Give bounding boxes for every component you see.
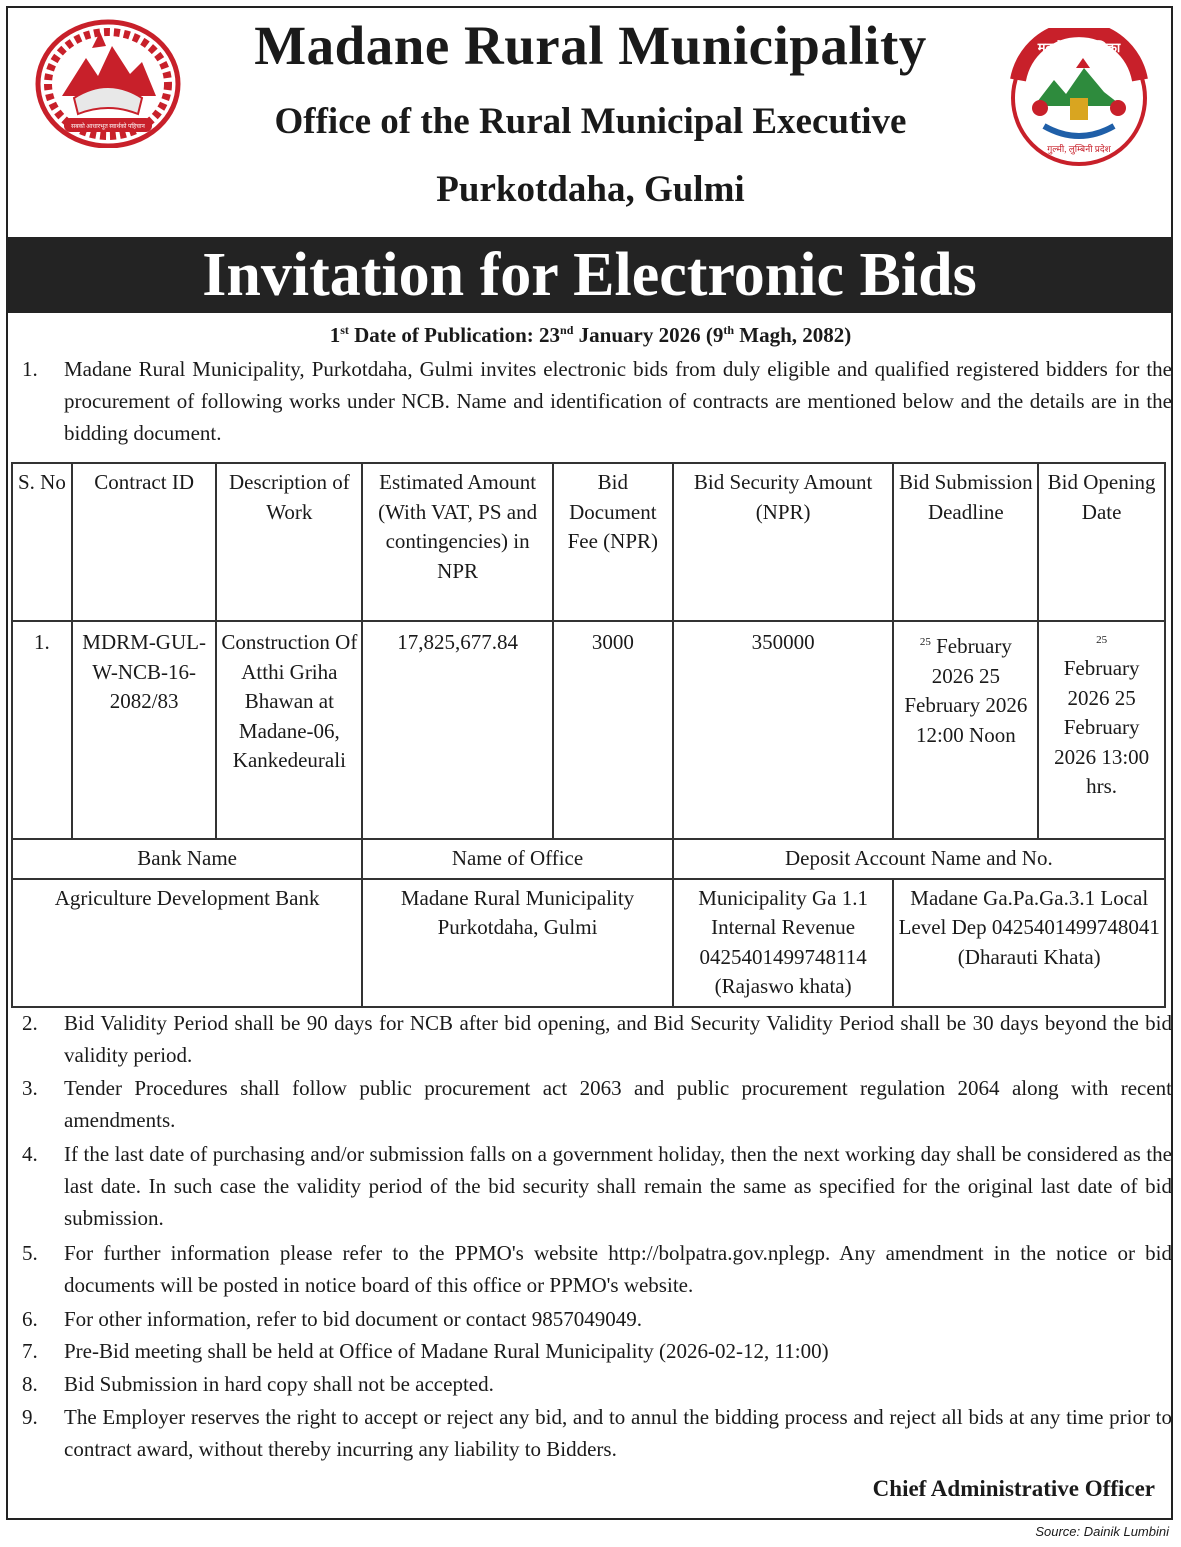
cell-description: Construction Of Atthi Griha Bhawan at Madane-06, Kankedeurali <box>216 621 362 839</box>
bank-header-row <box>12 839 1165 879</box>
publication-date: 1st Date of Publication: 23nd January 2026 (9th Magh, 2082) <box>329 323 852 347</box>
header-sn: S. No <box>12 463 72 621</box>
header-estimated: Estimated Amount (With VAT, PS and contingencies) in NPR <box>362 463 553 621</box>
note-item: 4. If the last date of purchasing and/or submission falls on a government holiday, then the next working day shall be considered as the last date. In such case the validity period of the bid security shall remain the same as specified for the original last date of bid submission. <box>22 1142 1172 1230</box>
cell-deposit-account: Madane Ga.Pa.Ga.3.1 Local Level Dep 0425401499748041 (Dharauti Khata) <box>893 879 1165 1007</box>
intro-paragraph <box>22 353 1172 449</box>
note-item: 8. Bid Submission in hard copy shall not be accepted. <box>22 1372 494 1396</box>
office-subtitle: Office of the Rural Municipal Executive <box>274 101 907 142</box>
note-item: 5. For further information please refer to the PPMO's website http://bolpatra.gov.nplegp. Any amendment in the notice or bid documents will be posted in notice board of this office or PPMO's website. <box>22 1241 1172 1297</box>
cell-sn: 1. <box>12 621 72 839</box>
header-opening: Bid Opening Date <box>1038 463 1165 621</box>
logo-top-text: मदाने गाउँपालिका <box>1037 40 1121 55</box>
header-deadline: Bid Submission Deadline <box>893 463 1038 621</box>
note-item: 6. For other information, refer to bid document or contact 9857049049. <box>22 1307 642 1331</box>
location-subtitle: Purkotdaha, Gulmi <box>436 169 745 210</box>
note-item: 9. The Employer reserves the right to accept or reject any bid, and to annul the bidding process and reject all bids at any time prior to contract award, without thereby incurring any liability to Bidders. <box>22 1405 1172 1461</box>
bank-row <box>12 879 1165 1007</box>
cell-deadline: $^{25}$ February 2026 25 February 2026 12:00 Noon <box>893 621 1038 839</box>
municipality-title: Madane Rural Municipality <box>254 15 927 76</box>
table-header-row <box>12 463 1165 621</box>
signer-title: Chief Administrative Officer <box>872 1476 1155 1501</box>
cell-doc-fee: 3000 <box>553 621 673 839</box>
note-item: 2. Bid Validity Period shall be 90 days for NCB after bid opening, and Bid Security Validity Period shall be 30 days beyond the bid validity period. <box>22 1011 1172 1067</box>
item-text: Madane Rural Municipality, Purkotdaha, Gulmi invites electronic bids from duly eligible and qualified registered bidders for the procurement of following works under NCB. Name and identification of contracts are mentioned below and the details are in the bidding document. <box>64 357 1172 445</box>
cell-estimated: 17,825,677.84 <box>362 621 553 839</box>
logo-bottom-text: गुल्मी, लुम्बिनी प्रदेश <box>1047 144 1111 154</box>
header-office-name: Name of Office <box>362 839 672 879</box>
contract-table <box>11 462 1166 1008</box>
table-row <box>12 621 1165 839</box>
header-security: Bid Security Amount (NPR) <box>673 463 894 621</box>
cell-revenue-account: Municipality Ga 1.1 Internal Revenue 0425401499748114 (Rajaswo khata) <box>673 879 894 1007</box>
notice-banner: Invitation for Electronic Bids <box>6 237 1173 313</box>
cell-office-name: Madane Rural Municipality Purkotdaha, Gulmi <box>362 879 672 1007</box>
header-bank-name: Bank Name <box>12 839 362 879</box>
note-item: 7. Pre-Bid meeting shall be held at Office of Madane Rural Municipality (2026-02-12, 11:00) <box>22 1339 829 1363</box>
source-credit: Source: Dainik Lumbini <box>1035 1524 1169 1539</box>
header-deposit-account: Deposit Account Name and No. <box>673 839 1165 879</box>
cell-bank-name: Agriculture Development Bank <box>12 879 362 1007</box>
header-doc-fee: Bid Document Fee (NPR) <box>553 463 673 621</box>
note-item: 3. Tender Procedures shall follow public procurement act 2063 and public procurement regulation 2064 along with recent amendments. <box>22 1076 1172 1132</box>
item-number: 1. <box>22 357 38 381</box>
cell-opening: 25 February 2026 25 February 2026 13:00 hrs. <box>1038 621 1165 839</box>
cell-security: 350000 <box>673 621 894 839</box>
emblem-motto: सबको आधारभूत स्वार्थको पहिचान <box>71 124 145 130</box>
cell-contract-id: MDRM-GUL-W-NCB-16-2082/83 <box>72 621 217 839</box>
header-description: Description of Work <box>216 463 362 621</box>
header-contract-id: Contract ID <box>72 463 217 621</box>
